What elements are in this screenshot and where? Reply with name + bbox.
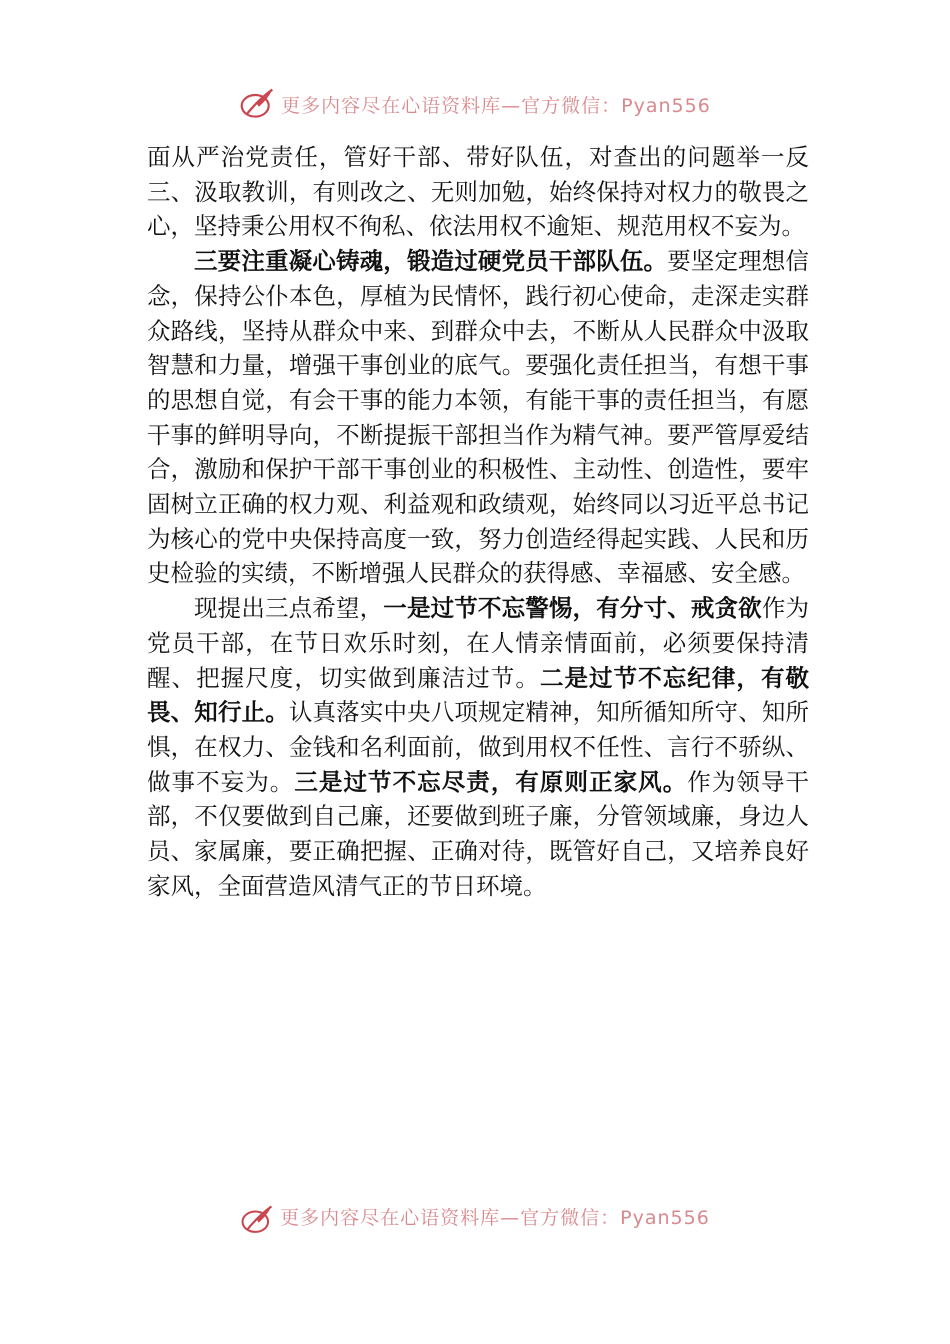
- body-paragraph: [147, 591, 809, 903]
- bold-heading-text: 三是过节不忘尽责，有原则正家风。: [294, 767, 688, 796]
- body-paragraph: [147, 140, 809, 244]
- feather-pen-logo-icon: [240, 1203, 274, 1233]
- footer-watermark-banner: [0, 1203, 950, 1233]
- bold-heading-text: 一是过节不忘警惕，有分寸、戒贪欲: [383, 594, 762, 623]
- feather-pen-logo-icon: [239, 86, 275, 122]
- paragraph-text: 认真落实中央八项规定精神，知所循知所守、知所惧，在权力、金钱和名利面前，做到用权不任性、言行不骄纵、做事不妄为。: [147, 698, 810, 796]
- bold-heading-text: 二是过节不忘纪律，有敬畏、知行止。: [147, 663, 810, 727]
- footer-watermark-text: 更多内容尽在心语资料库—官方微信：Pyan556: [280, 1207, 710, 1229]
- bold-heading-text: 三要注重凝心铸魂，锻造过硬党员干部队伍。: [194, 247, 668, 276]
- paragraph-text: 要坚定理想信念，保持公仆本色，厚植为民情怀，践行初心使命，走深走实群众路线，坚持从群众中来、到群众中去，不断从人民群众中汲取智慧和力量，增强干事创业的底气。要强化责任担当，有想干事的思想自觉，有会干事的能力本领，有能干事的责任担当，有愿干事的鲜明导向，不断提振干部担当作为精气神。要严管厚爱结合，激励和保护干部干事创业的积极性、主动性、创造性，要牢固树立正确的权力观、利益观和政绩观，始终同以习近平总书记为核心的党中央保持高度一致，努力创造经得起实践、人民和历史检验的实绩，不断增强人民群众的获得感、幸福感、安全感。: [147, 247, 810, 588]
- body-paragraph: [147, 244, 809, 591]
- paragraph-text: 面从严治党责任，管好干部、带好队伍，对查出的问题举一反三、汲取教训，有则改之、无则加勉，始终保持对权力的敬畏之心，坚持秉公用权不徇私、依法用权不逾矩、规范用权不妄为。: [147, 143, 809, 241]
- header-watermark-banner: [0, 84, 950, 124]
- paragraph-text: 作为领导干部，不仅要做到自己廉，还要做到班子廉，分管领域廉，身边人员、家属廉，要正确把握、正确对待，既管好自己，又培养良好家风，全面营造风清气正的节日环境。: [147, 767, 810, 900]
- document-body: [147, 140, 809, 903]
- paragraph-text: 现提出三点希望，: [194, 594, 384, 623]
- paragraph-text: 作为党员干部，在节日欢乐时刻，在人情亲情面前，必须要保持清醒、把握尺度，切实做到廉洁过节。: [147, 594, 810, 692]
- header-watermark-text: 更多内容尽在心语资料库—官方微信：Pyan556: [281, 94, 711, 117]
